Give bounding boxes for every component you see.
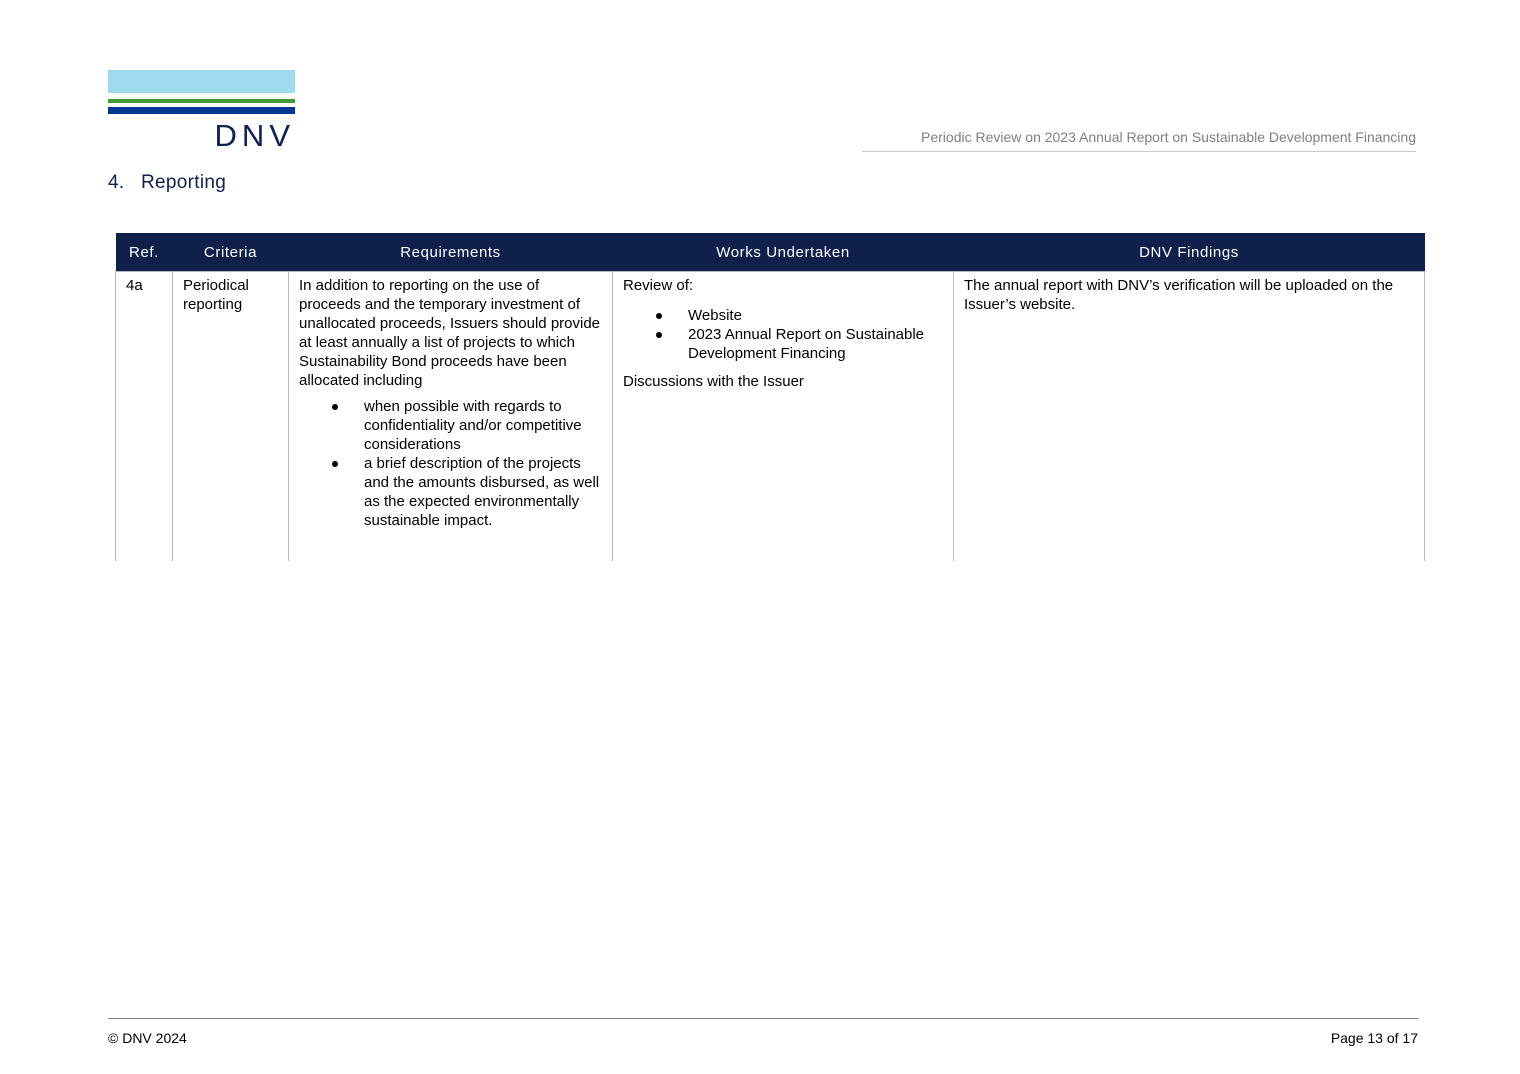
cell-requirements	[289, 272, 613, 561]
footer-divider	[108, 1018, 1418, 1019]
list-item: when possible with regards to confidentiality and/or competitive considerations	[299, 397, 602, 454]
header-divider	[862, 151, 1416, 152]
footer-page-number: Page 13 of 17	[1330, 1030, 1418, 1046]
header-criteria: Criteria	[173, 233, 289, 272]
requirements-list	[299, 397, 602, 530]
dnv-logo	[108, 70, 295, 152]
table-row	[116, 272, 1425, 561]
list-item: Website	[623, 306, 943, 325]
logo-wordmark: DNV	[214, 118, 295, 153]
reporting-criteria-table	[115, 233, 1425, 561]
section-heading	[108, 172, 226, 194]
logo-band-sky	[108, 70, 295, 93]
list-item: 2023 Annual Report on Sustainable Development Financing	[623, 325, 943, 363]
footer-copyright: © DNV 2024	[108, 1030, 187, 1046]
header-requirements: Requirements	[289, 233, 613, 272]
header-works-undertaken: Works Undertaken	[613, 233, 954, 272]
header-ref: Ref.	[116, 233, 173, 272]
cell-criteria: Periodical reporting	[173, 272, 289, 561]
cell-works-undertaken	[613, 272, 954, 561]
works-intro: Review of:	[623, 277, 694, 294]
logo-band-blue	[108, 107, 295, 114]
section-title: Reporting	[141, 172, 227, 193]
cell-dnv-findings: The annual report with DNV’s verification will be uploaded on the Issuer’s website.	[954, 272, 1425, 561]
table-header-row	[116, 233, 1425, 272]
works-list	[623, 306, 943, 363]
list-item: a brief description of the projects and the amounts disbursed, as well as the expected environmentally sustainable impact.	[299, 454, 602, 530]
cell-ref: 4a	[116, 272, 173, 561]
works-outro: Discussions with the Issuer	[623, 373, 804, 390]
running-header-title: Periodic Review on 2023 Annual Report on Sustainable Development Financing	[921, 129, 1416, 145]
requirements-intro: In addition to reporting on the use of proceeds and the temporary investment of unallocated proceeds, Issuers should provide at least annually a list of projects to which Sustainability Bond proceeds have been allocated including	[299, 277, 601, 389]
logo-band-green	[108, 99, 295, 103]
header-dnv-findings: DNV Findings	[954, 233, 1425, 272]
section-number: 4.	[108, 172, 125, 193]
